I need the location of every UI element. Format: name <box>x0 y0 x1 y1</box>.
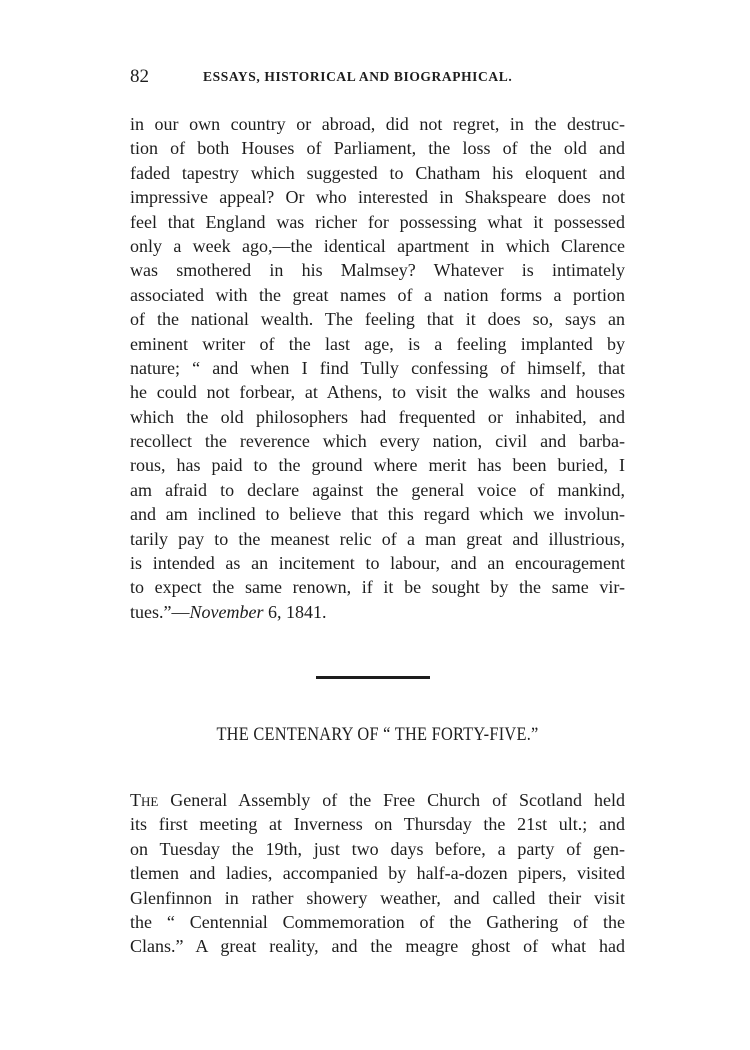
text-line: on Tuesday the 19th, just two days before, a party of gen- <box>130 838 625 859</box>
text-line-dateline <box>130 600 625 624</box>
text-line: to expect the same renown, if it be sought by the same vir- <box>130 577 625 598</box>
text-line: Clans.” A great reality, and the meagre ghost of what had <box>130 936 625 957</box>
text-line: is intended as an incitement to labour, and an encouragement <box>130 553 625 574</box>
opening-line-rest: General Assembly of the Free Church of Scotland held <box>158 790 625 810</box>
text-line: Glenfinnon in rather showery weather, and called their visit <box>130 887 625 908</box>
text-line: feel that England was richer for possessing what it possessed <box>130 211 625 232</box>
paragraph-section <box>130 788 625 959</box>
text-line: its first meeting at Inverness on Thursday the 21st ult.; and <box>130 814 625 835</box>
page-number: 82 <box>130 66 149 87</box>
section-divider-rule <box>316 676 430 679</box>
text-line: tarily pay to the meanest relic of a man great and illustrious, <box>130 528 625 549</box>
text-line: faded tapestry which suggested to Chatham his eloquent and <box>130 162 625 183</box>
text-line: recollect the reverence which every nation, civil and barba- <box>130 431 625 452</box>
section-heading: THE CENTENARY OF “ THE FORTY-FIVE.” <box>216 724 539 745</box>
dateline-prefix: tues.”— <box>130 601 190 622</box>
text-line: tion of both Houses of Parliament, the loss of the old and <box>130 138 625 159</box>
running-head-title: ESSAYS, HISTORICAL AND BIOGRAPHICAL. <box>203 69 513 84</box>
text-line: he could not forbear, at Athens, to visit the walks and houses <box>130 382 625 403</box>
text-line-opening <box>130 788 625 812</box>
text-line: am afraid to declare against the general voice of mankind, <box>130 479 625 500</box>
running-head <box>130 66 625 92</box>
text-line: which the old philosophers had frequented or inhabited, and <box>130 406 625 427</box>
text-line: only a week ago,—the identical apartment in which Clarence <box>130 235 625 256</box>
text-line: and am inclined to believe that this regard which we involun- <box>130 504 625 525</box>
text-line: of the national wealth. The feeling that it does so, says an <box>130 309 625 330</box>
dateline-month: November <box>189 601 264 622</box>
text-line: in our own country or abroad, did not regret, in the destruc- <box>130 114 625 134</box>
text-line: eminent writer of the last age, is a feeling implanted by <box>130 333 625 354</box>
paragraph-continued <box>130 112 625 624</box>
text-line: impressive appeal? Or who interested in Shakspeare does not <box>130 187 625 208</box>
text-line: tlemen and ladies, accompanied by half-a-dozen pipers, visited <box>130 863 625 884</box>
text-line: the “ Centennial Commemoration of the Gathering of the <box>130 911 625 932</box>
opening-word: The <box>130 790 159 810</box>
text-line: was smothered in his Malmsey? Whatever is intimately <box>130 260 625 281</box>
text-line: nature; “ and when I find Tully confessing of himself, that <box>130 357 625 378</box>
text-line: associated with the great names of a nation forms a portion <box>130 284 625 305</box>
dateline-date: 6, 1841. <box>263 601 327 622</box>
text-line: rous, has paid to the ground where merit has been buried, I <box>130 455 625 476</box>
